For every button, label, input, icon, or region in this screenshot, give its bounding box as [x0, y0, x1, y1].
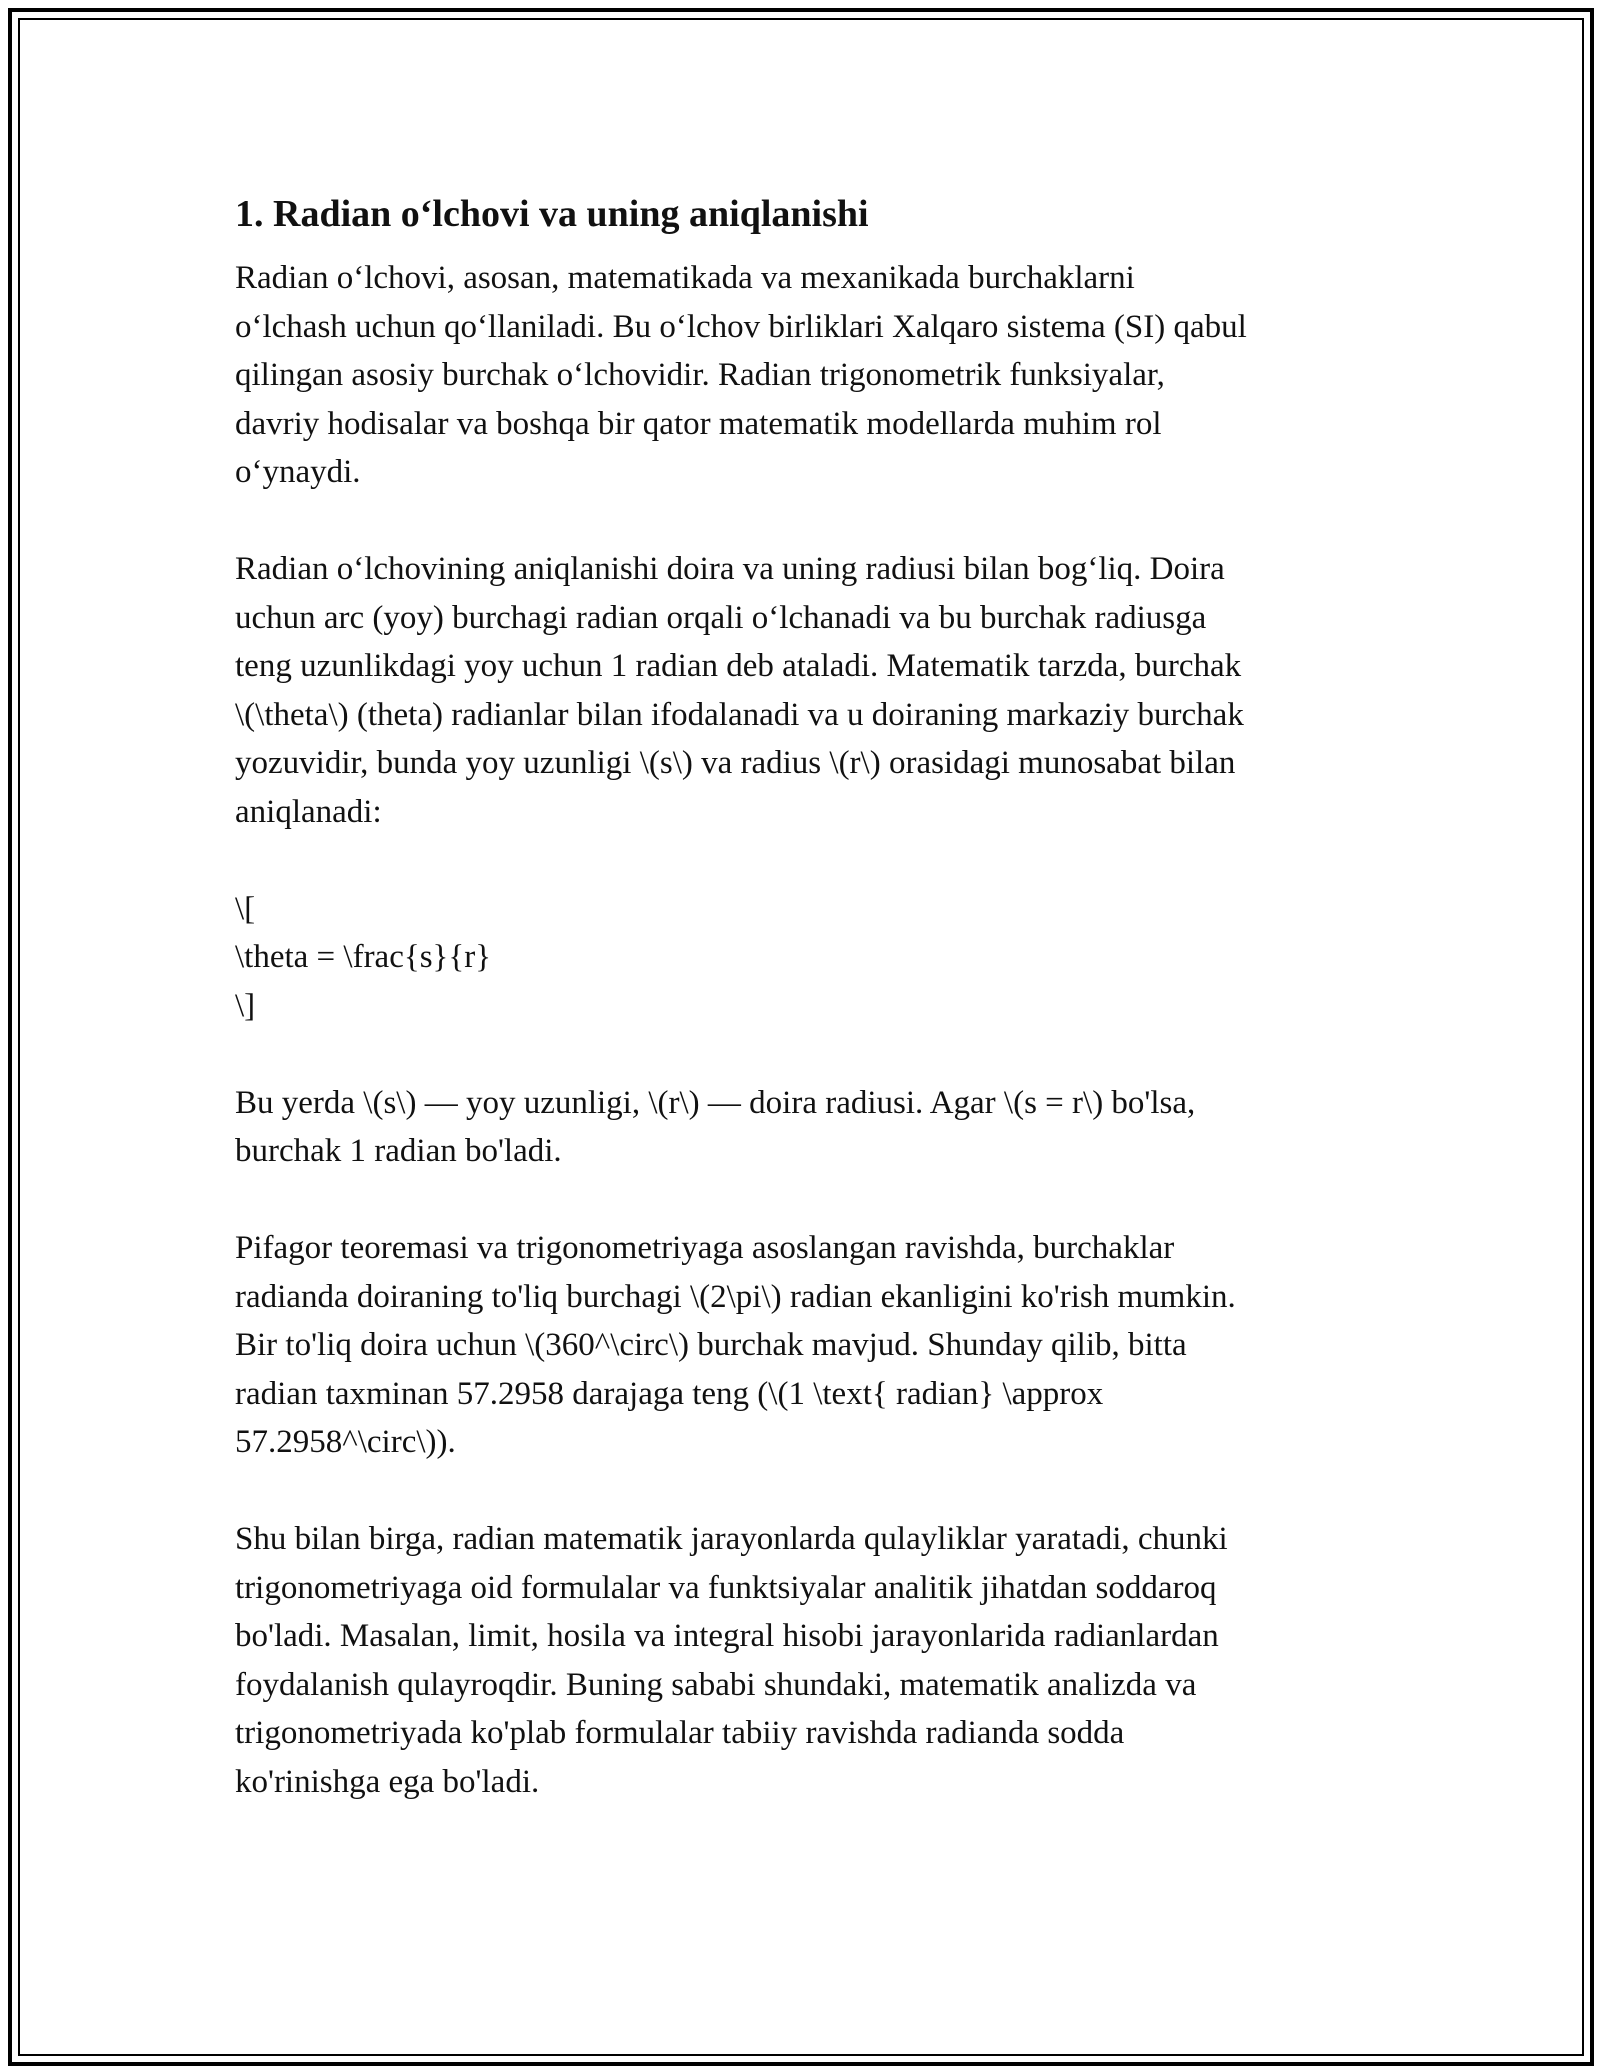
paragraph-intro: Radian o‘lchovi, asosan, matematikada va mexanikada burchaklarni o‘lchash uchun qo‘llaniladi. Bu o‘lchov birliklari Xalqaro sistema (SI) qabul qilingan asosiy burchak o‘lchovidir. Radian trigonometrik funksiyalar, davriy hodisalar va boshqa bir qator matematik modellarda muhim rol o‘ynaydi. — [235, 260, 1247, 490]
formula-block: \[ \theta = \frac{s}{r} \] — [235, 890, 492, 1024]
paragraph-advantages: Shu bilan birga, radian matematik jarayonlarda qulayliklar yaratadi, chunki trigonometriyaga oid formulalar va funktsiyalar analitik jihatdan soddaroq bo'ladi. Masalan, limit, hosila va integral hisobi jarayonlarida radianlardan foydalanish qulayroqdir. Buning sababi shundaki, matematik analizda va trigonometriyada ko'plab formulalar tabiiy ravishda radianda sodda ko'rinishga ega bo'ladi. — [235, 1521, 1228, 1800]
paragraph-definition: Radian o‘lchovining aniqlanishi doira va uning radiusi bilan bog‘liq. Doira uchun arc (yoy) burchagi radian orqali o‘lchanadi va bu burchak radiusga teng uzunlikdagi yoy uchun 1 radian deb ataladi. Matematik tarzda, burchak \(\theta\) (theta) radianlar bilan ifodalanadi va u doiraning markaziy burchak yozuvidir, bunda yoy uzunligi \(s\) va radius \(r\) orasidagi munosabat bilan aniqlanadi: — [235, 551, 1244, 830]
document-body — [235, 186, 1365, 1806]
section-title: 1. Radian o‘lchovi va uning aniqlanishi — [235, 193, 869, 235]
paragraph-explanation: Bu yerda \(s\) — yoy uzunligi, \(r\) — doira radiusi. Agar \(s = r\) bo'lsa, burchak 1 radian bo'ladi. — [235, 1084, 1196, 1169]
paragraph-full-circle: Pifagor teoremasi va trigonometriyaga asoslangan ravishda, burchaklar radianda doiraning to'liq burchagi \(2\pi\) radian ekanligini ko'rish mumkin. Bir to'liq doira uchun \(360^\circ\) burchak mavjud. Shunday qilib, bitta radian taxminan 57.2958 darajaga teng (\(1 \text{ radian} \approx 57.2958^\circ\)). — [235, 1230, 1236, 1460]
